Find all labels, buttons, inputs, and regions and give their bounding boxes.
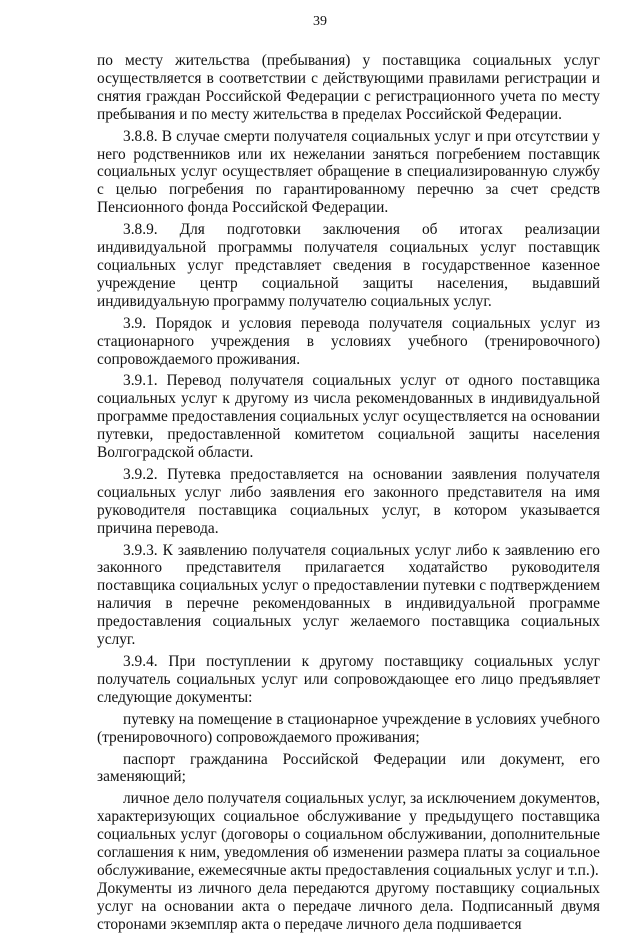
paragraph-3-9-4: 3.9.4. При поступлении к другому поставщику социальных услуг получатель социальных услуг или сопровождающее его лицо предъявляет следующие документы:: [97, 653, 600, 706]
paragraph-3-9-3: 3.9.3. К заявлению получателя социальных услуг либо к заявлению его законного представителя прилагается ходатайство руководителя поставщика социальных услуг о предоставлении путевки с подтверждением наличия в перечне рекомендованных в индивидуальной программе предоставления социальных услуг желаемого поставщика социальных услуг.: [97, 541, 600, 649]
paragraph-3-8-8: 3.8.8. В случае смерти получателя социальных услуг и при отсутствии у него родственников или их нежелании заняться погребением поставщик социальных услуг осуществляет обращение в специализированную службу с целью погребения по гарантированному перечню за счет средств Пенсионного фонда Российской Федерации.: [97, 127, 600, 217]
paragraph-3-9-2: 3.9.2. Путевка предоставляется на основании заявления получателя социальных услуг либо заявления его законного представителя на имя руководителя поставщика социальных услуг, в котором указывается причина перевода.: [97, 465, 600, 537]
paragraph-3-9-1: 3.9.1. Перевод получателя социальных услуг от одного поставщика социальных услуг к другому из числа рекомендованных в индивидуальной программе предоставления социальных услуг осуществляется на основании путевки, предоставленной комитетом социальной защиты населения Волгоградской области.: [97, 372, 600, 462]
paragraph-3-9: 3.9. Порядок и условия перевода получателя социальных услуг из стационарного учреждения в условиях учебного (тренировочного) сопровождаемого проживания.: [97, 314, 600, 368]
list-item-personal-file: личное дело получателя социальных услуг, за исключением документов, характеризующих социальное обслуживание у предыдущего поставщика социальных услуг (договоры о социальном обслуживании, дополнительные соглашения к ним, уведомления об изменении размера платы за социальное обслуживание, ежемесячные акты предоставления социальных услуг и т.п.).: [97, 790, 600, 879]
paragraph-3-8-9: 3.8.9. Для подготовки заключения об итогах реализации индивидуальной программы получателя социальных услуг поставщик социальных услуг представляет сведения в государственное казенное учреждение центр социальной защиты населения, выдавший индивидуальную программу получателю социальных услуг.: [97, 221, 600, 310]
paragraph-file-transfer: Документы из личного дела передаются другому поставщику социальных услуг на основании акта о передаче личного дела. Подписанный двумя сторонами экземпляр акта о передаче личного дела подшивается: [97, 879, 600, 933]
list-item-passport: паспорт гражданина Российской Федерации или документ, его заменяющий;: [97, 750, 600, 786]
paragraph-residence-registration: по месту жительства (пребывания) у поставщика социальных услуг осуществляется в соответствии с действующими правилами регистрации и снятия граждан Российской Федерации с регистрационного учета по месту пребывания и по месту жительства в пределах Российской Федерации.: [97, 52, 600, 123]
page-number: 39: [313, 14, 327, 29]
list-item-voucher: путевку на помещение в стационарное учреждение в условиях учебного (тренировочного) сопровождаемого проживания;: [97, 710, 600, 746]
document-body: [97, 52, 600, 938]
